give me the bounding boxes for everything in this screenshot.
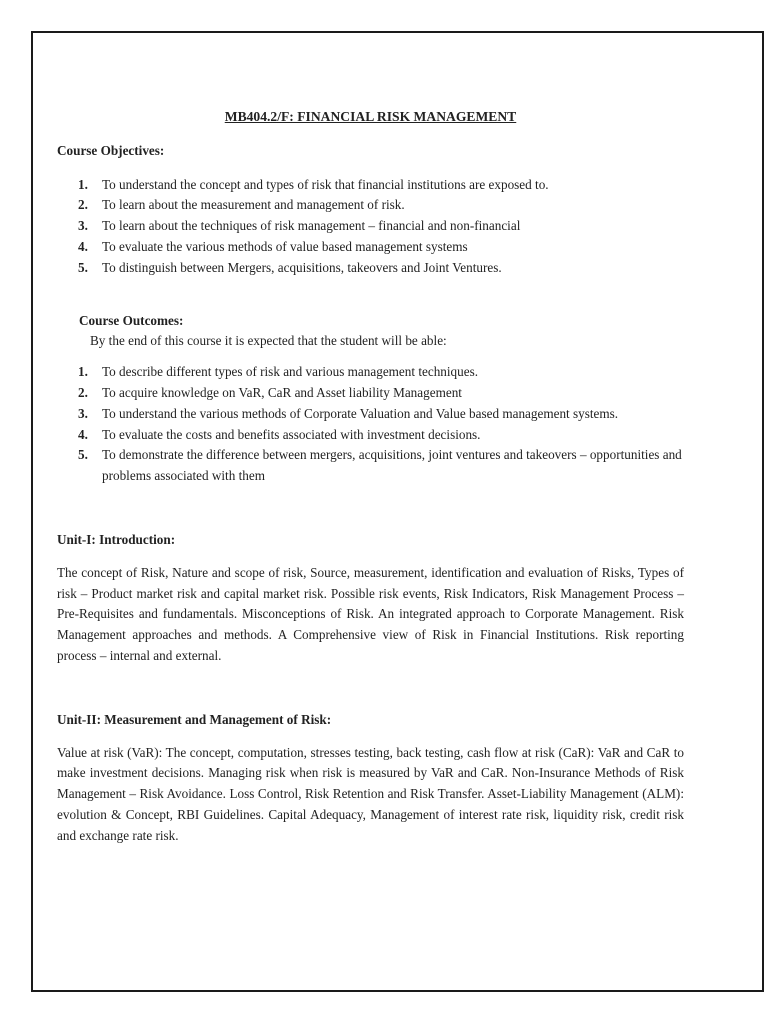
- list-number: 1.: [78, 176, 88, 192]
- list-item: [57, 383, 684, 404]
- list-item-text: To acquire knowledge on VaR, CaR and Asset liability Management: [102, 384, 462, 400]
- list-number: 5.: [78, 447, 88, 463]
- unit-2-heading: Unit-II: Measurement and Management of Risk:: [57, 711, 332, 727]
- list-item: [57, 425, 684, 446]
- list-item-text: To evaluate the costs and benefits associated with investment decisions.: [102, 426, 481, 442]
- unit-2-section: [57, 710, 684, 847]
- list-number: 5.: [78, 259, 88, 275]
- list-item-text: To learn about the measurement and management of risk.: [102, 197, 405, 213]
- list-number: 1.: [78, 364, 88, 380]
- list-number: 3.: [78, 405, 88, 421]
- list-item-text: To demonstrate the difference between mergers, acquisitions, joint ventures and takeovers – opportunities and problems associated with them: [102, 447, 682, 484]
- course-outcomes-block: [57, 311, 684, 353]
- list-number: 2.: [78, 197, 88, 213]
- list-item-text: To understand the various methods of Corporate Valuation and Value based management systems.: [102, 405, 619, 421]
- list-number: 2.: [78, 384, 88, 400]
- course-outcomes-intro: By the end of this course it is expected that the student will be able:: [90, 333, 447, 349]
- list-number: 3.: [78, 218, 88, 234]
- course-outcomes-list: [57, 362, 684, 487]
- unit-1-body: The concept of Risk, Nature and scope of risk, Source, measurement, identification and evaluation of Risks, Types of risk – Product market risk and capital market risk. Possible risk events, Risk Indicators, Risk Management Process – Pre-Requisites and fundamentals. Misconceptions of Risk. An integrated approach to Corporate Management. Risk Management approaches and methods. A Comprehensive view of Risk in Financial Institutions. Risk reporting process – internal and external.: [57, 564, 684, 663]
- list-item: [57, 404, 684, 425]
- course-outcomes-heading: Course Outcomes:: [79, 312, 184, 328]
- list-number: 4.: [78, 238, 88, 254]
- list-item-text: To describe different types of risk and various management techniques.: [102, 364, 479, 380]
- unit-1-section: [57, 530, 684, 667]
- list-item-text: To distinguish between Mergers, acquisitions, takeovers and Joint Ventures.: [102, 259, 502, 275]
- list-item: [57, 195, 684, 216]
- list-item-text: To evaluate the various methods of value based management systems: [102, 238, 468, 254]
- list-item: [57, 216, 684, 237]
- list-item: [57, 175, 684, 196]
- unit-2-body: Value at risk (VaR): The concept, computation, stresses testing, back testing, cash flow at risk (CaR): VaR and CaR to make investment decisions. Managing risk when risk is measured by VaR and CaR. Non-Insurance Methods of Risk Management – Risk Avoidance. Loss Control, Risk Retention and Risk Transfer. Asset-Liability Management (ALM): evolution & Concept, RBI Guidelines. Capital Adequacy, Management of interest rate risk, liquidity risk, credit risk and exchange rate risk.: [57, 744, 684, 843]
- list-item: [57, 237, 684, 258]
- document-title: MB404.2/F: FINANCIAL RISK MANAGEMENT: [224, 109, 517, 124]
- course-objectives-list: [57, 175, 684, 279]
- document-content: [57, 107, 684, 847]
- list-item-text: To learn about the techniques of risk management – financial and non-financial: [102, 218, 521, 234]
- list-item: [57, 445, 684, 487]
- list-item-text: To understand the concept and types of risk that financial institutions are exposed to.: [102, 176, 549, 192]
- course-objectives-heading: Course Objectives:: [57, 142, 165, 158]
- list-item: [57, 362, 684, 383]
- list-item: [57, 258, 684, 279]
- list-number: 4.: [78, 426, 88, 442]
- unit-1-heading: Unit-I: Introduction:: [57, 531, 176, 547]
